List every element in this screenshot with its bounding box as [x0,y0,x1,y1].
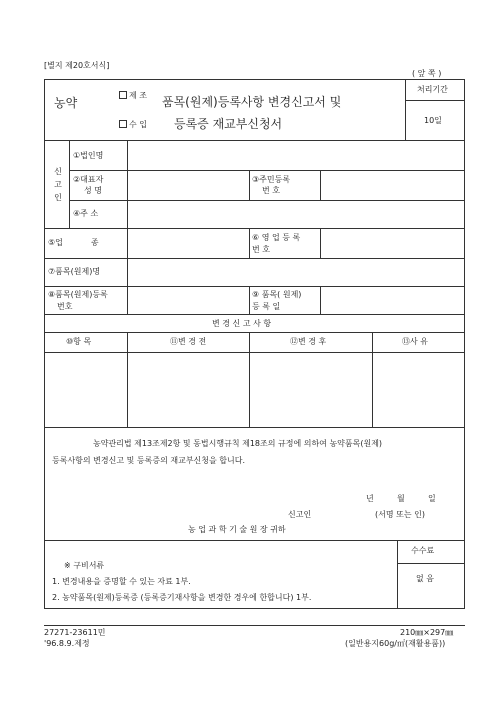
product-reg-no-label-2: 번호 [57,302,73,311]
resident-no-label-1: ③주민등록 [252,175,291,184]
col-item-header: ⑩항 목 [66,337,92,346]
product-reg-date-label-1: ⑨ 품목( 원제) [252,290,302,299]
col-reason-header: ⑬사 유 [402,337,428,346]
page-side-label: ( 앞 쪽 ) [412,69,442,78]
manufacture-label: 제 조 [129,91,147,100]
form-id: [별지 제20호서식] [44,61,110,70]
business-reg-no-label-2: 번 호 [252,245,270,254]
category-label: 농약 [54,96,78,110]
declaration-line1: 농약관리법 제13조제2항 및 동법시행규칙 제18조의 규정에 의하여 농약품목(원제) [93,439,383,448]
product-reg-no-label-1: ⑧품목(원제)등록 [48,290,108,299]
fee-label: 수수료 [411,546,435,555]
import-checkbox[interactable] [119,120,127,128]
recipient-label: 농 업 과 학 기 술 원 장 귀하 [188,525,286,534]
declaration-line2: 등록사항의 변경신고 및 등록증의 재교부신청을 합니다. [52,456,245,465]
product-reg-date-label-2: 등 록 일 [252,302,281,311]
paper-size: 210㎜×297㎜ [400,628,454,637]
col-before-header: ⑪변 경 전 [170,337,207,346]
form-title-line1: 품목(원제)등록사항 변경신고서 및 [162,95,342,109]
business-type-label [48,239,99,247]
attachment-item-1: 1. 변경내용을 증명할 수 있는 자료 1부. [52,577,191,586]
changes-section-title: 변 경 신 고 사 항 [212,319,272,328]
import-label: 수 입 [129,120,147,129]
date-day-label: 일 [428,494,436,503]
address-label: ④주 소 [73,209,99,218]
rep-name-label-1: ②대표자 [73,175,104,184]
col-after-header: ⑫변 경 후 [290,337,327,346]
date-year-label: 년 [366,494,374,503]
resident-no-label-2: 번 호 [262,186,280,195]
product-name-label: ⑦품목(원제)명 [48,267,101,276]
import-option[interactable] [119,120,147,129]
manufacture-checkbox[interactable] [119,91,127,99]
attachment-item-2: 2. 농약품목(원제)등록증 (등록증기재사항을 변경한 경우에 한합니다) 1부. [52,593,312,602]
business-reg-no-label-1: ⑥ 영 업 등 록 [252,233,301,242]
business-type-char: 종 [90,238,99,247]
applicant-group-label: 신고인 [54,167,62,202]
signature-label: (서명 또는 인) [375,510,425,519]
processing-period-label: 처리기간 [417,85,448,94]
fee-value: 없 음 [416,574,434,583]
processing-period-value: 10일 [424,116,442,125]
form-code: 27271-23611민 [44,628,106,637]
date-month-label: 월 [397,494,405,503]
corp-name-label: ①법인명 [73,151,104,160]
paper-spec: (일반용지60g/㎡(재활용품)) [345,639,446,648]
business-type-num: ⑤업 [48,238,63,247]
rep-name-label-2: 성 명 [84,186,102,195]
applicant-sign-label: 신고인 [288,510,312,519]
enacted-date: '96.8.9.제정 [44,639,90,648]
attachments-title: ※ 구비서류 [64,561,105,570]
form-title-line2: 등록증 재교부신청서 [174,117,283,131]
manufacture-option[interactable] [119,91,147,100]
